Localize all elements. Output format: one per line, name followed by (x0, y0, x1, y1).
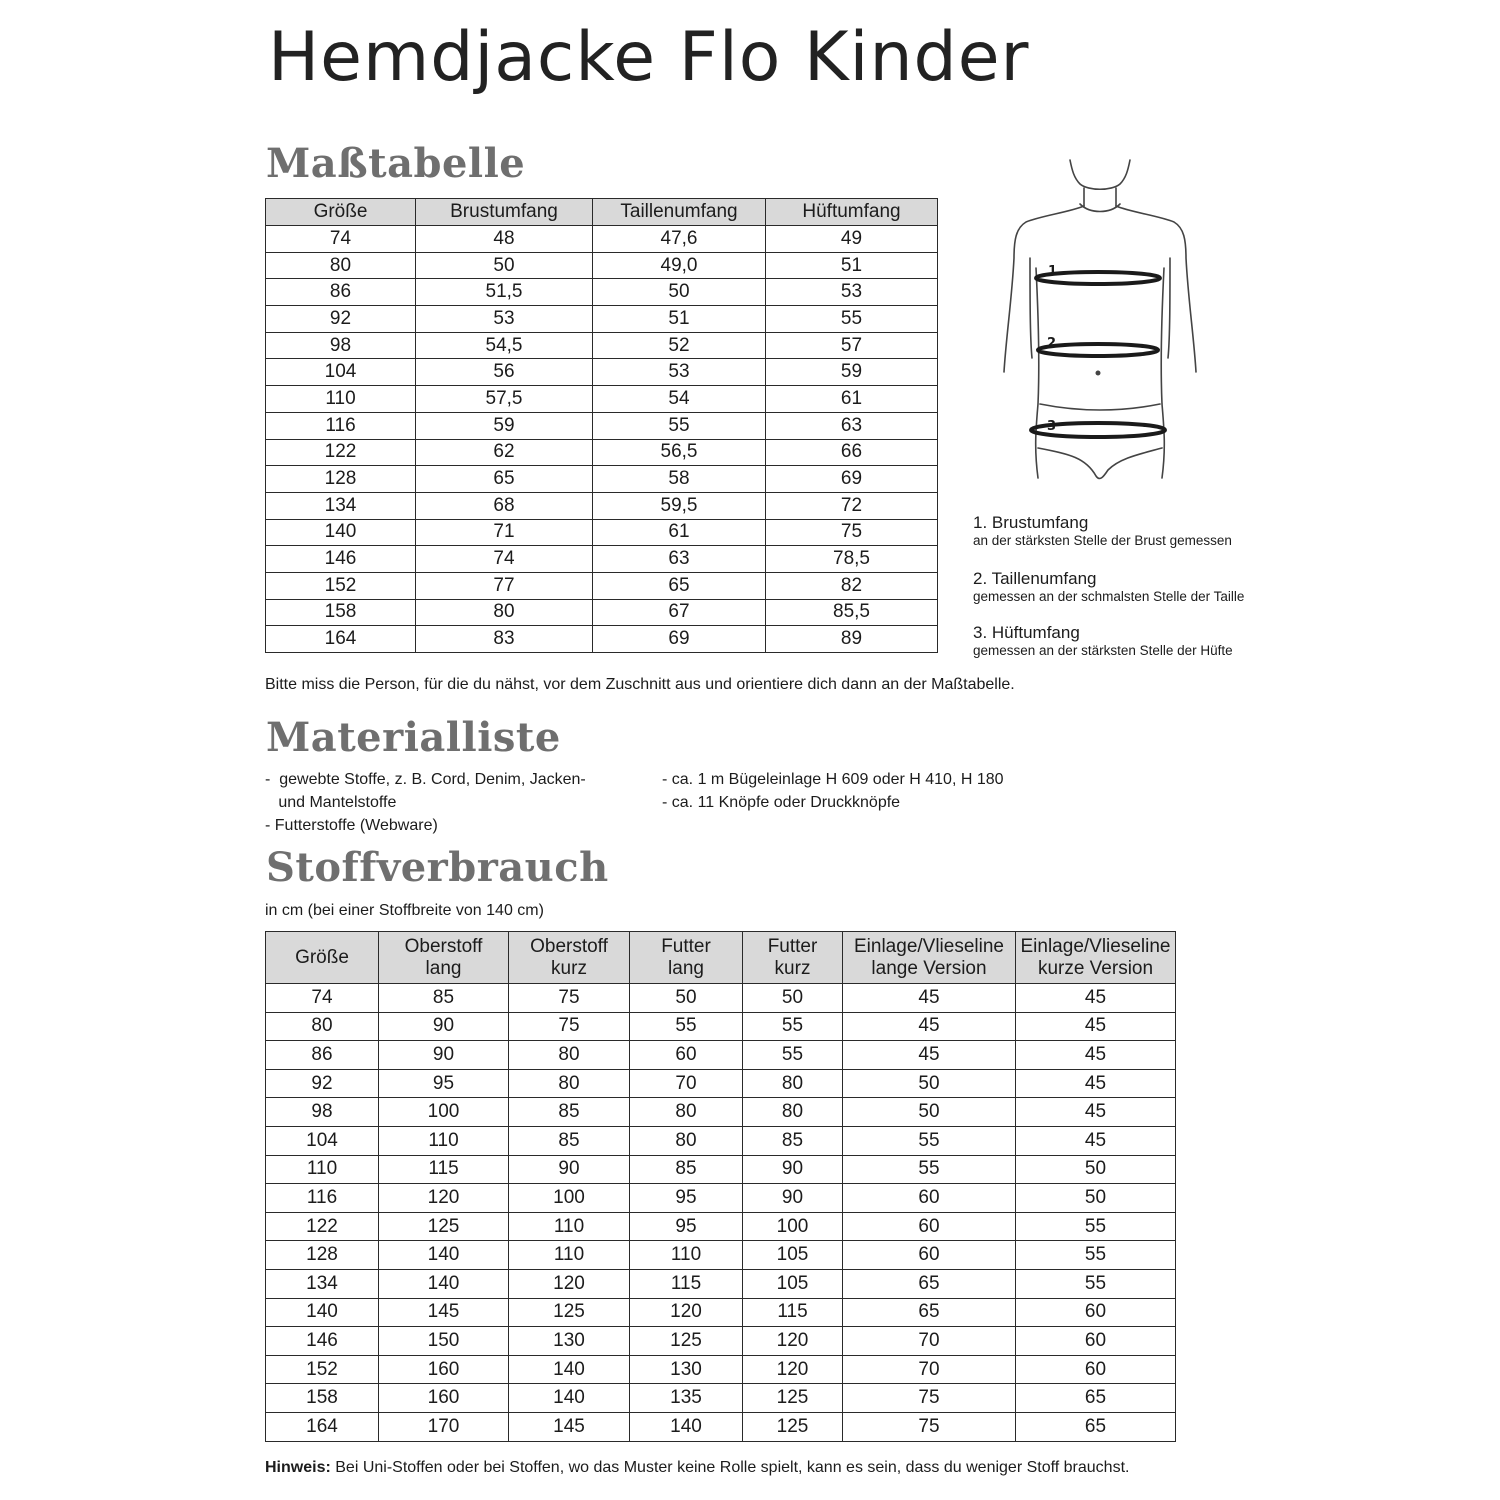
fabric-header-row (266, 932, 1176, 984)
table-cell: 50 (593, 279, 766, 306)
materials-item: und Mantelstoffe (265, 794, 397, 811)
table-row (266, 519, 938, 546)
table-cell: 140 (266, 1298, 379, 1327)
table-cell: 50 (1016, 1155, 1176, 1184)
column-header (509, 932, 630, 984)
table-cell: 50 (743, 984, 843, 1013)
table-cell: 95 (630, 1212, 743, 1241)
table-row (266, 252, 938, 279)
legend-title: 1. Brustumfang (973, 513, 1089, 532)
table-cell: 80 (743, 1098, 843, 1127)
table-cell: 71 (416, 519, 593, 546)
table-cell: 55 (843, 1155, 1016, 1184)
table-cell: 47,6 (593, 226, 766, 253)
table-cell: 61 (766, 386, 938, 413)
table-cell: 74 (416, 546, 593, 573)
table-cell: 130 (630, 1355, 743, 1384)
table-cell: 50 (416, 252, 593, 279)
table-cell: 128 (266, 466, 416, 493)
table-row (266, 412, 938, 439)
table-cell: 56,5 (593, 439, 766, 466)
table-cell: 60 (630, 1041, 743, 1070)
column-header (743, 932, 843, 984)
table-row (266, 306, 938, 333)
table-cell: 145 (509, 1412, 630, 1441)
table-cell: 80 (743, 1069, 843, 1098)
left-arm-inner (1030, 258, 1032, 358)
table-cell: 160 (379, 1384, 509, 1413)
fabric-heading: Stoffverbrauch (266, 844, 609, 891)
materials-list-right (662, 768, 1004, 814)
table-row (266, 626, 938, 653)
table-row (266, 1069, 1176, 1098)
table-cell: 85,5 (766, 599, 938, 626)
table-cell: 160 (379, 1355, 509, 1384)
table-cell: 115 (743, 1298, 843, 1327)
table-cell: 55 (743, 1012, 843, 1041)
table-cell: 85 (630, 1155, 743, 1184)
table-cell: 146 (266, 1327, 379, 1356)
legend-description: gemessen an der schmalsten Stelle der Taille (973, 589, 1245, 604)
table-cell: 74 (266, 984, 379, 1013)
table-cell: 75 (843, 1384, 1016, 1413)
column-header-line: Oberstoff (530, 935, 608, 957)
legend-title: 2. Taillenumfang (973, 569, 1097, 588)
column-header (266, 932, 379, 984)
column-header: Taillenumfang (593, 199, 766, 226)
table-cell: 67 (593, 599, 766, 626)
table-row (266, 1241, 1176, 1270)
column-header (1016, 932, 1176, 984)
table-cell: 92 (266, 306, 416, 333)
table-cell: 50 (843, 1069, 1016, 1098)
marker-2: 2 (1047, 336, 1057, 351)
table-cell: 110 (509, 1241, 630, 1270)
table-cell: 53 (416, 306, 593, 333)
right-arm-inner (1168, 258, 1170, 358)
legend-description: gemessen an der stärksten Stelle der Hüfte (973, 643, 1233, 658)
table-cell: 98 (266, 332, 416, 359)
materials-item: - gewebte Stoffe, z. B. Cord, Denim, Jacken- (265, 771, 586, 788)
legend-title: 3. Hüftumfang (973, 623, 1080, 642)
table-cell: 55 (630, 1012, 743, 1041)
table-cell: 95 (379, 1069, 509, 1098)
table-cell: 60 (1016, 1298, 1176, 1327)
table-cell: 122 (266, 439, 416, 466)
table-cell: 72 (766, 492, 938, 519)
column-header: Hüftumfang (766, 199, 938, 226)
table-cell: 140 (379, 1269, 509, 1298)
table-cell: 69 (593, 626, 766, 653)
table-row (266, 439, 938, 466)
table-cell: 125 (379, 1212, 509, 1241)
table-row (266, 1412, 1176, 1441)
table-cell: 80 (509, 1041, 630, 1070)
left-torso (1036, 268, 1039, 478)
table-cell: 100 (743, 1212, 843, 1241)
table-cell: 130 (509, 1327, 630, 1356)
table-cell: 85 (743, 1126, 843, 1155)
table-cell: 116 (266, 412, 416, 439)
legend-item-hip (973, 623, 1233, 659)
size-chart-header-row (266, 199, 938, 226)
table-cell: 89 (766, 626, 938, 653)
table-cell: 80 (416, 599, 593, 626)
measure-instruction: Bitte miss die Person, für die du nähst, vor dem Zuschnitt aus und orientiere dich dann an der Maßtabelle. (265, 676, 1015, 693)
table-cell: 128 (266, 1241, 379, 1270)
head-outline (1070, 160, 1130, 189)
column-header-line: lange Version (871, 957, 987, 979)
table-cell: 100 (509, 1184, 630, 1213)
table-cell: 55 (593, 412, 766, 439)
table-cell: 98 (266, 1098, 379, 1127)
column-header (843, 932, 1016, 984)
legend-item-chest (973, 513, 1232, 549)
table-row (266, 1327, 1176, 1356)
column-header-line: Oberstoff (404, 935, 483, 957)
column-header-line: kurze Version (1037, 957, 1154, 979)
materials-item: - ca. 1 m Bügeleinlage H 609 oder H 410, H 180 (662, 771, 1004, 788)
table-cell: 80 (266, 1012, 379, 1041)
table-cell: 65 (416, 466, 593, 493)
materials-list-left (265, 768, 586, 837)
table-cell: 54,5 (416, 332, 593, 359)
table-cell: 95 (630, 1184, 743, 1213)
table-row (266, 1384, 1176, 1413)
table-cell: 45 (1016, 984, 1176, 1013)
table-row (266, 1012, 1176, 1041)
table-cell: 120 (743, 1327, 843, 1356)
materials-item: - Futterstoffe (Webware) (265, 817, 438, 834)
body-measurement-figure (1000, 158, 1200, 498)
fabric-unit-note: in cm (bei einer Stoffbreite von 140 cm) (265, 902, 544, 919)
size-chart-table (265, 198, 938, 653)
table-row (266, 546, 938, 573)
hint-note (265, 1459, 1129, 1477)
table-cell: 110 (379, 1126, 509, 1155)
table-cell: 45 (1016, 1069, 1176, 1098)
column-header-line: Futter (661, 935, 711, 957)
column-header-line: Futter (767, 935, 818, 957)
table-cell: 75 (843, 1412, 1016, 1441)
table-cell: 53 (766, 279, 938, 306)
table-cell: 90 (743, 1155, 843, 1184)
table-cell: 80 (630, 1098, 743, 1127)
table-cell: 55 (1016, 1212, 1176, 1241)
table-row (266, 226, 938, 253)
table-cell: 55 (743, 1041, 843, 1070)
table-row (266, 1155, 1176, 1184)
marker-1: 1 (1048, 264, 1058, 279)
table-cell: 56 (416, 359, 593, 386)
table-cell: 82 (766, 572, 938, 599)
table-cell: 52 (593, 332, 766, 359)
neck-outline (1084, 188, 1116, 206)
legend-description: an der stärksten Stelle der Brust gemessen (973, 533, 1232, 548)
table-cell: 120 (743, 1355, 843, 1384)
table-cell: 110 (266, 1155, 379, 1184)
column-header-line: Einlage/Vlieseline (854, 935, 1004, 957)
table-cell: 66 (766, 439, 938, 466)
table-cell: 92 (266, 1069, 379, 1098)
table-cell: 57,5 (416, 386, 593, 413)
table-cell: 83 (416, 626, 593, 653)
table-row (266, 1126, 1176, 1155)
right-torso (1161, 268, 1164, 478)
table-cell: 152 (266, 1355, 379, 1384)
table-cell: 115 (630, 1269, 743, 1298)
table-cell: 75 (766, 519, 938, 546)
table-cell: 152 (266, 572, 416, 599)
table-row (266, 386, 938, 413)
table-cell: 65 (1016, 1412, 1176, 1441)
table-cell: 48 (416, 226, 593, 253)
column-header-line: kurz (551, 957, 587, 979)
table-cell: 134 (266, 492, 416, 519)
table-cell: 60 (1016, 1327, 1176, 1356)
table-cell: 125 (743, 1384, 843, 1413)
table-cell: 80 (266, 252, 416, 279)
table-row (266, 1184, 1176, 1213)
table-cell: 55 (766, 306, 938, 333)
table-cell: 60 (843, 1241, 1016, 1270)
page-title: Hemdjacke Flo Kinder (268, 18, 1030, 97)
table-cell: 50 (843, 1098, 1016, 1127)
table-cell: 158 (266, 599, 416, 626)
table-cell: 50 (1016, 1184, 1176, 1213)
table-cell: 68 (416, 492, 593, 519)
table-cell: 75 (509, 1012, 630, 1041)
marker-3: 3 (1047, 419, 1057, 434)
table-cell: 164 (266, 1412, 379, 1441)
table-cell: 122 (266, 1212, 379, 1241)
materials-heading: Materialliste (266, 714, 561, 761)
table-cell: 51,5 (416, 279, 593, 306)
table-cell: 134 (266, 1269, 379, 1298)
table-cell: 57 (766, 332, 938, 359)
table-row (266, 332, 938, 359)
table-cell: 55 (843, 1126, 1016, 1155)
table-cell: 61 (593, 519, 766, 546)
waistband (1040, 404, 1160, 410)
table-cell: 150 (379, 1327, 509, 1356)
table-cell: 49 (766, 226, 938, 253)
leg-opening (1038, 448, 1162, 478)
column-header-line: kurz (774, 957, 811, 979)
table-cell: 50 (630, 984, 743, 1013)
table-cell: 140 (509, 1355, 630, 1384)
table-cell: 80 (630, 1126, 743, 1155)
table-cell: 164 (266, 626, 416, 653)
size-chart-heading: Maßtabelle (266, 140, 526, 187)
table-cell: 53 (593, 359, 766, 386)
table-cell: 140 (379, 1241, 509, 1270)
table-cell: 90 (743, 1184, 843, 1213)
table-cell: 100 (379, 1098, 509, 1127)
table-cell: 65 (843, 1298, 1016, 1327)
column-header-line: Einlage/Vlieseline (1020, 935, 1171, 957)
table-cell: 65 (843, 1269, 1016, 1298)
table-cell: 65 (593, 572, 766, 599)
table-cell: 69 (766, 466, 938, 493)
table-cell: 60 (843, 1212, 1016, 1241)
table-row (266, 572, 938, 599)
table-row (266, 359, 938, 386)
table-row (266, 1298, 1176, 1327)
column-header-line: lang (668, 957, 704, 979)
table-cell: 110 (630, 1241, 743, 1270)
table-cell: 105 (743, 1269, 843, 1298)
table-cell: 78,5 (766, 546, 938, 573)
table-cell: 110 (509, 1212, 630, 1241)
table-cell: 54 (593, 386, 766, 413)
table-cell: 45 (1016, 1126, 1176, 1155)
table-row (266, 1212, 1176, 1241)
materials-item: - ca. 11 Knöpfe oder Druckknöpfe (662, 794, 901, 811)
table-cell: 59 (766, 359, 938, 386)
table-cell: 85 (379, 984, 509, 1013)
table-cell: 62 (416, 439, 593, 466)
legend-item-waist (973, 569, 1244, 605)
table-cell: 120 (509, 1269, 630, 1298)
column-header (630, 932, 743, 984)
table-cell: 140 (630, 1412, 743, 1441)
table-cell: 170 (379, 1412, 509, 1441)
table-cell: 135 (630, 1384, 743, 1413)
table-cell: 60 (1016, 1355, 1176, 1384)
table-cell: 63 (593, 546, 766, 573)
table-cell: 59 (416, 412, 593, 439)
table-cell: 104 (266, 1126, 379, 1155)
table-cell: 146 (266, 546, 416, 573)
table-cell: 63 (766, 412, 938, 439)
table-row (266, 599, 938, 626)
table-row (266, 1355, 1176, 1384)
table-cell: 45 (1016, 1098, 1176, 1127)
column-header (379, 932, 509, 984)
table-cell: 80 (509, 1069, 630, 1098)
table-cell: 74 (266, 226, 416, 253)
table-row (266, 492, 938, 519)
table-cell: 85 (509, 1126, 630, 1155)
table-row (266, 1098, 1176, 1127)
table-cell: 59,5 (593, 492, 766, 519)
table-row (266, 1041, 1176, 1070)
table-cell: 116 (266, 1184, 379, 1213)
table-row (266, 1269, 1176, 1298)
column-header-line: lang (425, 957, 462, 979)
table-cell: 45 (843, 984, 1016, 1013)
table-row (266, 279, 938, 306)
table-cell: 55 (1016, 1269, 1176, 1298)
table-cell: 75 (509, 984, 630, 1013)
table-cell: 140 (266, 519, 416, 546)
table-cell: 45 (1016, 1041, 1176, 1070)
table-cell: 45 (1016, 1012, 1176, 1041)
table-cell: 85 (509, 1098, 630, 1127)
table-cell: 120 (630, 1298, 743, 1327)
hint-text: Bei Uni-Stoffen oder bei Stoffen, wo das Muster keine Rolle spielt, kann es sein, dass du weniger Stoff brauchst. (330, 1459, 1130, 1476)
column-header: Größe (266, 199, 416, 226)
table-cell: 125 (509, 1298, 630, 1327)
table-row (266, 466, 938, 493)
table-cell: 45 (843, 1012, 1016, 1041)
table-cell: 86 (266, 1041, 379, 1070)
table-cell: 104 (266, 359, 416, 386)
table-cell: 86 (266, 279, 416, 306)
table-cell: 70 (630, 1069, 743, 1098)
table-cell: 58 (593, 466, 766, 493)
table-cell: 90 (379, 1012, 509, 1041)
table-cell: 145 (379, 1298, 509, 1327)
table-cell: 140 (509, 1384, 630, 1413)
table-cell: 158 (266, 1384, 379, 1413)
table-cell: 70 (843, 1355, 1016, 1384)
table-cell: 65 (1016, 1384, 1176, 1413)
table-cell: 51 (593, 306, 766, 333)
table-cell: 70 (843, 1327, 1016, 1356)
table-cell: 77 (416, 572, 593, 599)
table-cell: 60 (843, 1184, 1016, 1213)
table-cell: 125 (743, 1412, 843, 1441)
table-cell: 115 (379, 1155, 509, 1184)
collar-line (1080, 204, 1120, 212)
table-cell: 45 (843, 1041, 1016, 1070)
table-row (266, 984, 1176, 1013)
table-cell: 90 (379, 1041, 509, 1070)
hint-label: Hinweis: (265, 1459, 331, 1476)
table-cell: 90 (509, 1155, 630, 1184)
table-cell: 125 (630, 1327, 743, 1356)
table-cell: 51 (766, 252, 938, 279)
table-cell: 120 (379, 1184, 509, 1213)
fabric-consumption-table (265, 931, 1176, 1442)
table-cell: 49,0 (593, 252, 766, 279)
table-cell: 110 (266, 386, 416, 413)
table-cell: 105 (743, 1241, 843, 1270)
column-header: Brustumfang (416, 199, 593, 226)
navel-dot (1096, 371, 1101, 376)
table-cell: 55 (1016, 1241, 1176, 1270)
column-header-line: Größe (295, 946, 349, 968)
